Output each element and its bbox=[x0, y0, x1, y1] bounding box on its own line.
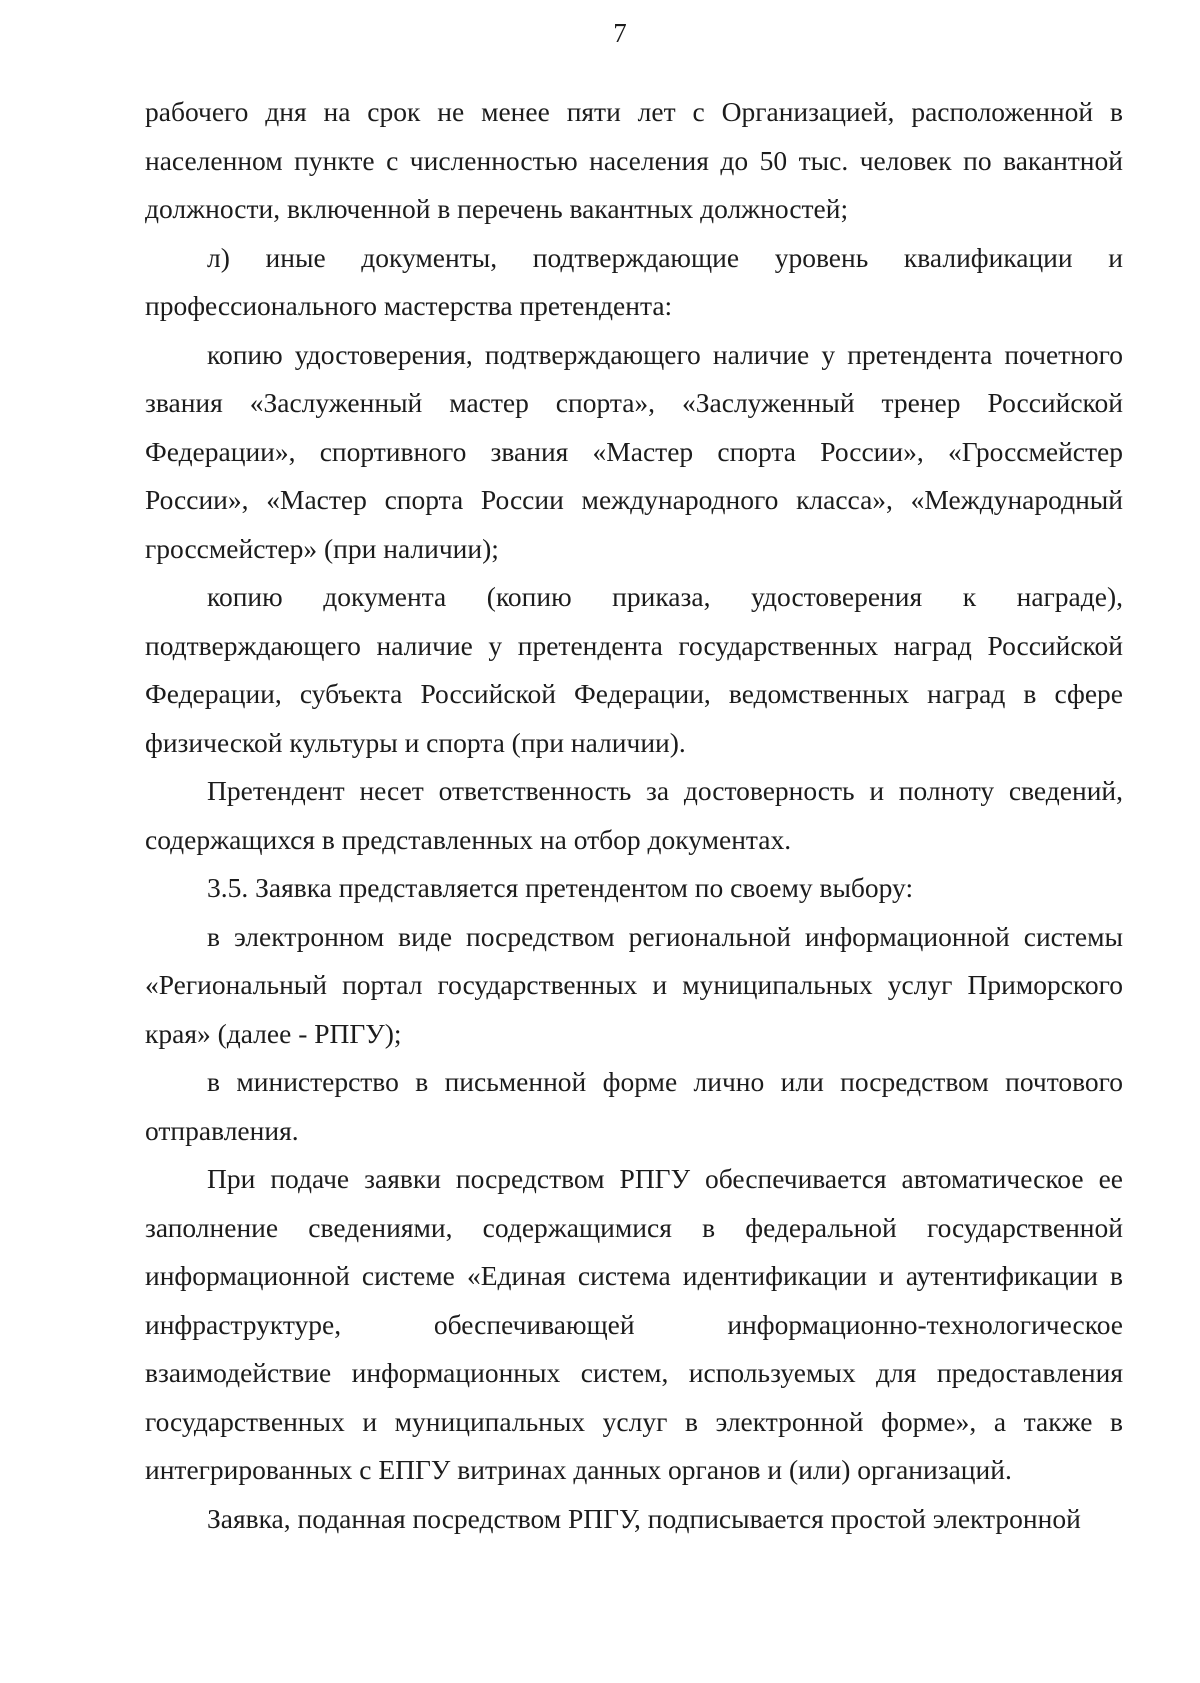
document-body bbox=[145, 88, 1123, 1543]
paragraph-auto-fill: При подаче заявки посредством РПГУ обеспечивается автоматическое ее заполнение сведениями, содержащимися в федеральной государственной информационной системе «Единая система идентификации и аутентификации в инфраструктуре, обеспечивающей информационно-технологическое взаимодействие информационных систем, используемых для предоставления государственных и муниципальных услуг в электронной форме», а также в интегрированных с ЕПГУ витринах данных органов и (или) организаций. bbox=[145, 1163, 1123, 1485]
paragraph-section-3-5: 3.5. Заявка представляется претендентом по своему выбору: bbox=[207, 872, 914, 903]
paragraph-signature: Заявка, поданная посредством РПГУ, подписывается простой электронной bbox=[207, 1502, 1081, 1534]
paragraph-written-submission: в министерство в письменной форме лично или посредством почтового отправления. bbox=[145, 1066, 1123, 1146]
paragraph-award-document-copy: копию документа (копию приказа, удостоверения к награде), подтверждающего наличие у претендента государственных наград Российской Федерации, субъекта Российской Федерации, ведомственных наград в сфере физической культуры и спорта (при наличии). bbox=[145, 581, 1123, 758]
paragraph-electronic-submission: в электронном виде посредством региональной информационной системы «Региональный портал государственных и муниципальных услуг Приморского края» (далее - РПГУ); bbox=[145, 920, 1123, 1049]
paragraph-continuation: рабочего дня на срок не менее пяти лет с Организацией, расположенной в населенном пункте с численностью населения до 50 тыс. человек по вакантной должности, включенной в перечень вакантных должностей; bbox=[145, 96, 1123, 224]
page-number: 7 bbox=[613, 18, 627, 48]
paragraph-responsibility: Претендент несет ответственность за достоверность и полноту сведений, содержащихся в представленных на отбор документах. bbox=[145, 775, 1123, 855]
paragraph-item-l: л) иные документы, подтверждающие уровень квалификации и профессионального мастерства претендента: bbox=[145, 241, 1123, 321]
paragraph-honorary-title-copy: копию удостоверения, подтверждающего наличие у претендента почетного звания «Заслуженный мастер спорта», «Заслуженный тренер Российской Федерации», спортивного звания «Мастер спорта России», «Гроссмейстер России», «Мастер спорта России международного класса», «Международный гроссмейстер» (при наличии); bbox=[145, 338, 1123, 564]
